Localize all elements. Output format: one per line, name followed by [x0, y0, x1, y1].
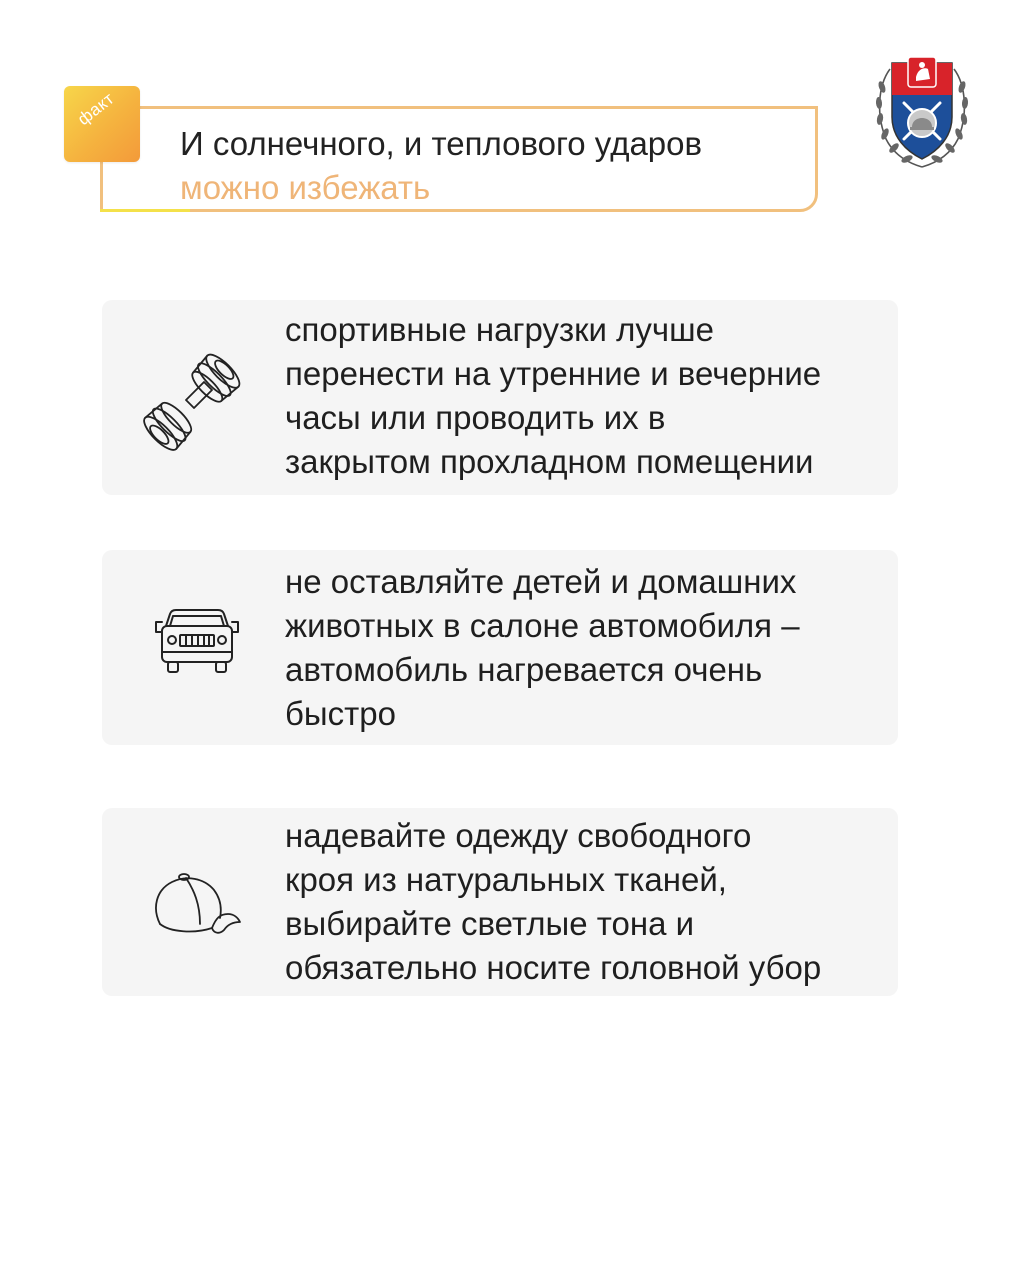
- tip-line: спортивные нагрузки лучше: [285, 311, 714, 348]
- fire-department-emblem-icon: [872, 55, 972, 171]
- tip-line: животных в салоне автомобиля –: [285, 607, 800, 644]
- tip-line: выбирайте светлые тона и: [285, 905, 695, 942]
- car-icon: [142, 592, 252, 702]
- cap-icon: [142, 846, 252, 956]
- dumbbell-icon: [142, 342, 252, 452]
- tip-line: часы или проводить их в: [285, 399, 666, 436]
- tip-card-sports: [102, 300, 898, 495]
- tip-line: надевайте одежду свободного: [285, 817, 752, 854]
- tip-line: быстро: [285, 695, 396, 732]
- tip-card-clothing: [102, 808, 898, 996]
- tip-line: перенести на утренние и вечерние: [285, 355, 822, 392]
- headline-line-2: можно избежать: [180, 169, 431, 206]
- tip-text-car: [285, 560, 890, 736]
- headline-line-1: И солнечного, и теплового ударов: [180, 125, 703, 162]
- tip-line: закрытом прохладном помещении: [285, 443, 814, 480]
- fact-tag: [64, 86, 140, 162]
- tip-line: автомобиль нагревается очень: [285, 651, 763, 688]
- tip-line: не оставляйте детей и домашних: [285, 563, 797, 600]
- tip-text-clothing: [285, 814, 890, 990]
- tip-line: обязательно носите головной убор: [285, 949, 822, 986]
- tip-text-sports: [285, 308, 890, 484]
- headline: [180, 122, 702, 210]
- tip-line: кроя из натуральных тканей,: [285, 861, 727, 898]
- fact-tag-label: факт: [74, 88, 118, 129]
- tip-card-car: [102, 550, 898, 745]
